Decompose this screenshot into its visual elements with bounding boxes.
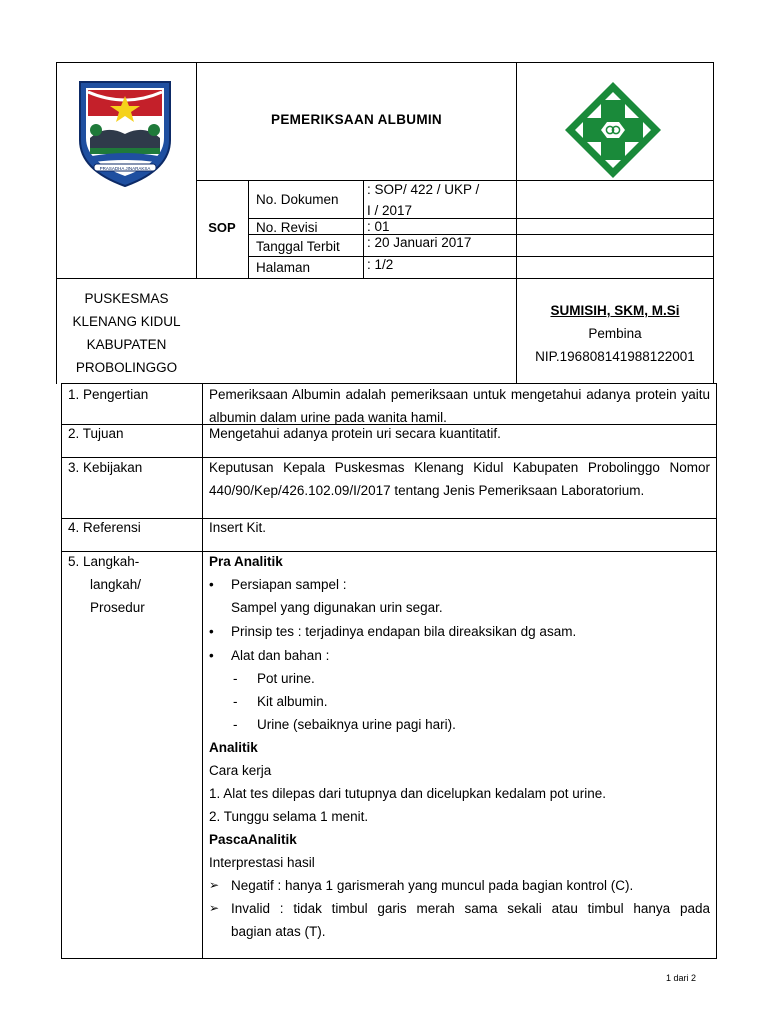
signer-role: Pembina [588,326,642,341]
row-purpose-label: 2. Tujuan [68,426,124,441]
post-analytic-heading: PascaAnalitik [209,832,297,847]
signer-name: SUMISIH, SKM, M.Si [550,303,680,318]
signer-nip: NIP.196808141988122001 [535,349,695,364]
bullet-test-principle [209,620,710,643]
bullet-icon: • [209,648,214,663]
puskesmas-logo [563,80,663,180]
dash-icon: - [233,671,238,686]
bullet-icon: • [209,577,214,592]
tool-text: Kit albumin. [257,694,328,709]
procedure-content [209,550,710,943]
bullet-icon: • [209,624,214,639]
tool-item [209,667,710,690]
probolinggo-emblem [76,78,174,190]
pre-analytic-heading: Pra Analitik [209,554,283,569]
result-invalid [209,897,710,943]
document-title: PEMERIKSAAN ALBUMIN [271,112,442,127]
row-procedure-label [68,550,145,619]
org-line-3: KABUPATEN [86,337,167,352]
page-value: : 1/2 [367,257,394,272]
sample-prep-detail: Sampel yang digunakan urin segar. [231,600,443,615]
step-1: 1. Alat tes dilepas dari tutupnya dan dicelupkan kedalam pot urine. [209,786,607,801]
row-definition-text: Pemeriksaan Albumin adalah pemeriksaan untuk mengetahui adanya protein yaitu albumin dalam urine pada wanita hamil. [209,387,710,425]
result-text-continued: bagian atas (T). [231,924,326,939]
arrow-bullet-icon: ➢ [209,901,220,915]
tool-item [209,690,710,713]
organization-name [57,287,196,379]
signer-block [517,299,713,368]
dash-icon: - [233,717,238,732]
doc-number-label: No. Dokumen [256,192,339,207]
svg-text:PRASADHA JINARAKSA: PRASADHA JINARAKSA [99,166,151,171]
interpretation-label: Interprestasi hasil [209,855,315,870]
bullet-text: Persiapan sampel : [231,577,347,592]
revision-value: : 01 [367,219,390,234]
tool-item [209,713,710,736]
result-text: Negatif : hanya 1 garismerah yang muncul pada bagian kontrol (C). [231,878,634,893]
doc-number-value-1: : SOP/ 422 / UKP / [367,182,480,197]
procedure-label-1: 5. Langkah- [68,554,140,569]
doc-number-value-2: I / 2017 [367,203,413,218]
page-label: Halaman [256,260,311,275]
bullet-tools [209,644,710,667]
row-policy-text: Keputusan Kepala Puskesmas Klenang Kidul Kabupaten Probolinggo Nomor 440/90/Kep/426.102.09/I/2017 tentang Jenis Pemeriksaan Laboratorium. [209,460,710,498]
row-purpose-text: Mengetahui adanya protein uri secara kuantitatif. [209,426,501,441]
org-line-4: PROBOLINGGO [75,360,178,375]
tool-text: Urine (sebaiknya urine pagi hari). [257,717,456,732]
arrow-bullet-icon: ➢ [209,878,220,892]
bullet-sample-prep [209,573,710,596]
bullet-text: Prinsip tes : terjadinya endapan bila direaksikan dg asam. [231,624,577,639]
procedure-label-2: langkah/ [90,577,142,592]
row-reference-label: 4. Referensi [68,520,141,535]
revision-label: No. Revisi [256,220,318,235]
row-definition-label: 1. Pengertian [68,387,149,402]
org-line-2: KLENANG KIDUL [72,314,181,329]
dash-icon: - [233,694,238,709]
analytic-heading: Analitik [209,740,258,755]
procedure-label-3: Prosedur [90,600,145,615]
tool-text: Pot urine. [257,671,315,686]
issue-date-label: Tanggal Terbit [256,239,340,254]
result-text: Invalid : tidak timbul garis merah sama sekali atau timbul hanya pada [231,901,710,916]
page-footer: 1 dari 2 [665,973,696,983]
sop-label: SOP [208,220,236,235]
row-reference-text: Insert Kit. [209,520,267,535]
result-negative [209,874,710,897]
bullet-text: Alat dan bahan : [231,648,330,663]
row-policy-label: 3. Kebijakan [68,460,143,475]
org-line-1: PUSKESMAS [84,291,169,306]
issue-date-value: : 20 Januari 2017 [367,235,472,250]
work-method: Cara kerja [209,763,272,778]
step-2: 2. Tunggu selama 1 menit. [209,809,369,824]
